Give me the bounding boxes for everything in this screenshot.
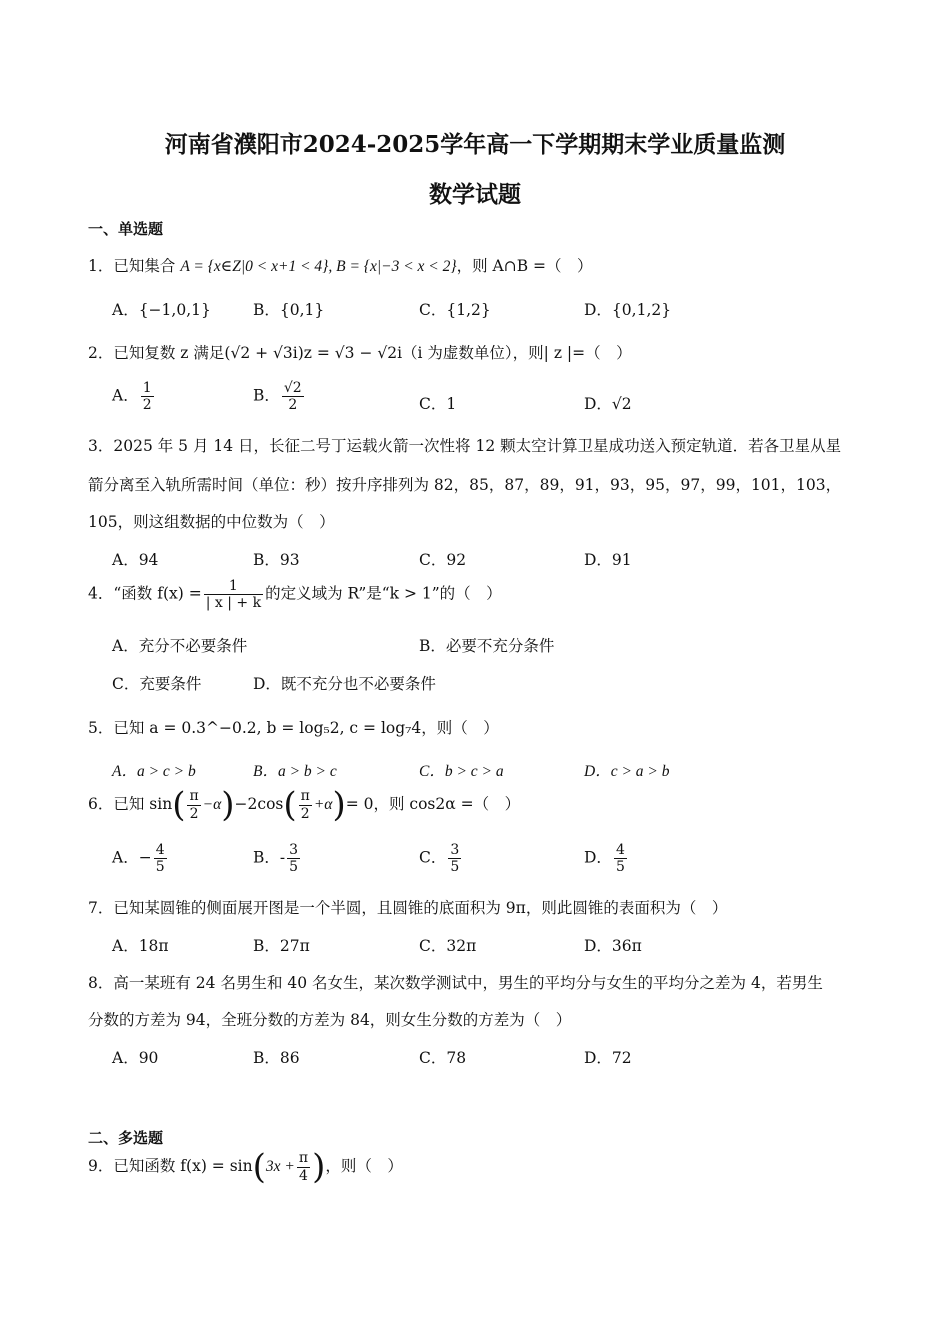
option-b[interactable]: B．必要不充分条件 <box>419 637 555 655</box>
math-term: 3x + <box>265 1158 295 1175</box>
fraction: $\frac{4}{5}$ <box>155 842 165 876</box>
option-label: B． <box>253 386 280 405</box>
question-number: 2． <box>88 344 114 362</box>
page-subtitle: 数学试题 <box>429 181 521 208</box>
option-d[interactable]: D．36π <box>584 937 642 955</box>
question-7 <box>88 896 727 918</box>
question-number: 9． <box>88 1157 114 1175</box>
question-text: 高一某班有 24 名男生和 40 名女生，某次数学测试中，男生的平均分与女生的平均分之差为 4，若男生 <box>113 974 823 992</box>
fraction: $\frac{\pi}{2}$ <box>300 788 310 822</box>
question-9: 9．已知函数 f(x) = sin(3x + $\frac{\pi}{4}$ )，则（ ） <box>88 1147 403 1187</box>
option-b[interactable]: B．86 <box>253 1049 300 1067</box>
option-a[interactable]: A．94 <box>112 551 159 569</box>
option-a[interactable]: A．a > c > b <box>112 763 196 780</box>
question-2 <box>88 341 632 363</box>
section-multi-choice: 二、多选题 <box>88 1129 164 1147</box>
option-b[interactable] <box>253 842 302 875</box>
question-number: 8． <box>88 974 114 992</box>
fraction: $\frac{3}{5}$ <box>450 842 460 876</box>
question-text: 已知复数 z 满足(√2 + √3i)z = √3 − √2i（i 为虚数单位），则| z |=（ ） <box>113 344 632 362</box>
page-title: 河南省濮阳市2024-2025学年高一下学期期末学业质量监测 <box>164 131 786 158</box>
question-5 <box>88 716 499 738</box>
question-number: 7． <box>88 899 114 917</box>
question-3-line-2: 箭分离至入轨所需时间（单位：秒）按升序排列为 82，85，87，89，91，93，95，97，99，101，103， <box>88 476 842 494</box>
question-text: 已知 a = 0.3^−0.2, b = log₅2, c = log₇4，则（ ） <box>113 719 499 737</box>
option-a[interactable]: A．90 <box>112 1049 159 1067</box>
option-label: A．− <box>112 848 152 867</box>
question-text: 已知集合 <box>113 257 176 275</box>
option-b[interactable]: B．93 <box>253 551 300 569</box>
option-b[interactable]: B．a > b > c <box>253 763 337 780</box>
option-c[interactable]: C．b > c > a <box>419 763 504 780</box>
question-text: 的定义域为 R”是“k > 1”的（ ） <box>265 584 502 603</box>
question-6: 6．已知 sin( $\frac{\pi}{2}$ −α)−2cos( $\frac{\pi}{2}$ +α)= 0，则 cos2α =（ ） <box>88 785 521 825</box>
option-d[interactable]: D．91 <box>584 551 632 569</box>
option-a[interactable]: A．18π <box>112 937 169 955</box>
section-single-choice: 一、单选题 <box>88 220 164 238</box>
option-a[interactable] <box>112 380 156 413</box>
question-8-line-2: 分数的方差为 94，全班分数的方差为 84，则女生分数的方差为（ ） <box>88 1011 572 1029</box>
question-1 <box>88 254 593 276</box>
option-d[interactable] <box>584 842 629 875</box>
option-d[interactable]: D．√2 <box>584 395 632 413</box>
question-text: ，则 A∩B =（ ） <box>456 257 593 275</box>
fraction: $\frac{1}{2}$ <box>142 380 152 414</box>
option-d[interactable]: D．72 <box>584 1049 632 1067</box>
fraction: $\frac{1}{| x | + k}$ <box>205 578 262 612</box>
option-d[interactable]: D．c > a > b <box>584 763 670 780</box>
question-text: 已知 sin <box>113 795 173 813</box>
question-number: 6． <box>88 795 114 813</box>
option-d[interactable]: D．既不充分也不必要条件 <box>253 675 436 693</box>
math-term: −α <box>202 796 222 813</box>
question-expression: A = {x∈Z|0 < x+1 < 4}, B = {x|−3 < x < 2} <box>180 258 457 275</box>
option-a[interactable]: A．充分不必要条件 <box>112 637 248 655</box>
option-a[interactable] <box>112 842 169 875</box>
option-c[interactable]: C．充要条件 <box>112 675 202 693</box>
question-text: “函数 f(x) = <box>113 584 202 603</box>
question-3-line-3: 105，则这组数据的中位数为（ ） <box>88 513 335 531</box>
option-c[interactable]: C．1 <box>419 395 457 413</box>
fraction: $\frac{\pi}{2}$ <box>189 788 199 822</box>
question-text: 已知函数 f(x) = sin <box>113 1157 253 1175</box>
question-number: 1． <box>88 257 114 275</box>
question-4 <box>88 578 502 611</box>
option-c[interactable]: C．92 <box>419 551 467 569</box>
fraction: $\frac{4}{5}$ <box>615 842 625 876</box>
option-b[interactable]: B．{0,1} <box>253 301 325 319</box>
option-c[interactable] <box>419 842 463 875</box>
question-number: 5． <box>88 719 114 737</box>
math-term: −2cos <box>234 795 284 813</box>
option-c[interactable]: C．78 <box>419 1049 467 1067</box>
option-c[interactable]: C．{1,2} <box>419 301 491 319</box>
fraction: $\frac{√2}{2}$ <box>283 380 302 414</box>
option-b[interactable] <box>253 380 306 413</box>
question-text: 2025 年 5 月 14 日，长征二号丁运载火箭一次性将 12 颗太空计算卫星成功送入预定轨道．若各卫星从星 <box>113 437 842 455</box>
question-text: ，则（ ） <box>325 1157 403 1175</box>
question-8 <box>88 971 823 993</box>
fraction: $\frac{3}{5}$ <box>289 842 299 876</box>
math-term: +α <box>313 796 333 813</box>
option-label: A． <box>112 386 139 405</box>
option-b[interactable]: B．27π <box>253 937 310 955</box>
option-label: B．- <box>253 848 286 867</box>
fraction: $\frac{\pi}{4}$ <box>298 1150 309 1184</box>
question-3 <box>88 434 841 456</box>
option-label: D． <box>584 848 612 867</box>
question-text: 已知某圆锥的侧面展开图是一个半圆，且圆锥的底面积为 9π，则此圆锥的表面积为（ ） <box>113 899 728 917</box>
option-c[interactable]: C．32π <box>419 937 477 955</box>
option-label: C． <box>419 848 447 867</box>
question-number: 4． <box>88 584 114 603</box>
option-d[interactable]: D．{0,1,2} <box>584 301 672 319</box>
option-a[interactable]: A．{−1,0,1} <box>112 301 211 319</box>
question-text: = 0，则 cos2α =（ ） <box>345 795 521 813</box>
question-number: 3． <box>88 437 114 455</box>
